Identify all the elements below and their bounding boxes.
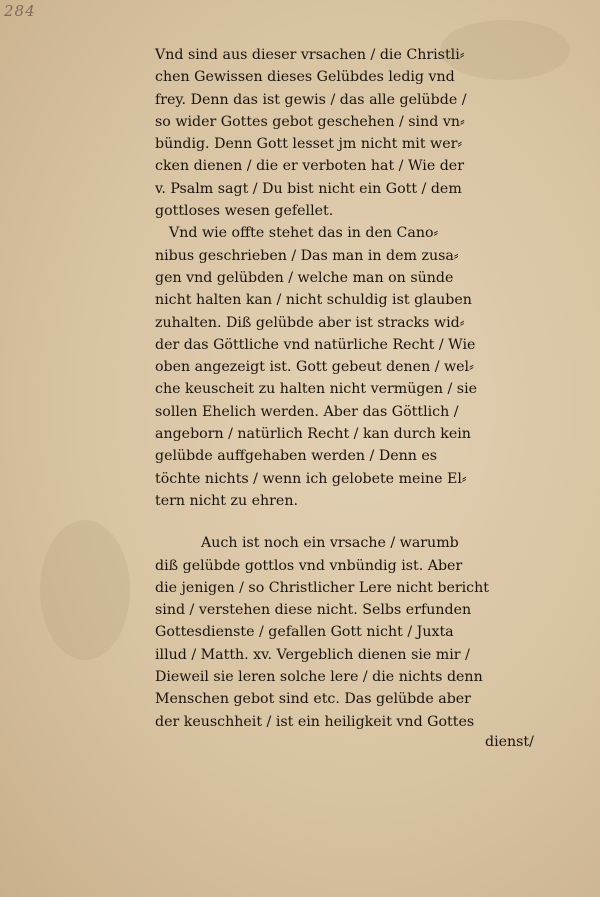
text-line: angeborn / natürlich Recht / kan durch kein — [155, 426, 471, 443]
text-line: Vnd sind aus dieser vrsachen / die Christli⸗ — [155, 47, 465, 63]
text-line: bündig. Denn Gott lesset jm nicht mit wer⸗ — [155, 136, 463, 153]
paragraph-2 — [155, 222, 575, 512]
text-line: Menschen gebot sind etc. Das gelübde aber — [155, 691, 471, 708]
text-line: die jenigen / so Christlicher Lere nicht bericht — [155, 579, 489, 596]
paragraph-gap — [155, 512, 575, 532]
text-line: oben angezeigt ist. Gott gebeut denen / wel⸗ — [155, 359, 474, 376]
text-line: Vnd wie offte stehet das in den Cano⸗ — [169, 225, 439, 242]
text-line: der keuschheit / ist ein heiligkeit vnd Gottes — [155, 713, 475, 730]
text-line: tern nicht zu ehren. — [155, 492, 298, 509]
text-line: che keuscheit zu halten nicht vermügen / sie — [155, 381, 478, 398]
text-line: diß gelübde gottlos vnd vnbündig ist. Aber — [155, 557, 463, 574]
text-line: gen vnd gelübden / welche man on sünde — [155, 269, 454, 286]
text-line: chen Gewissen dieses Gelübdes ledig vnd — [155, 69, 455, 86]
text-line: Gottesdienste / gefallen Gott nicht / Juxta — [155, 624, 454, 641]
paper-stain — [40, 520, 130, 660]
text-line: cken dienen / die er verboten hat / Wie der — [155, 158, 464, 175]
text-line: nibus geschrieben / Das man in dem zusa⸗ — [155, 247, 459, 264]
text-line: so wider Gottes gebot geschehen / sind vn⸗ — [155, 113, 465, 130]
text-line: Auch ist noch ein vrsache / warumb — [201, 535, 459, 552]
text-line: der das Göttliche vnd natürliche Recht / Wie — [155, 336, 476, 353]
text-line: töchte nichts / wenn ich gelobete meine El⸗ — [155, 470, 467, 487]
paragraph-3 — [155, 532, 575, 733]
text-line: frey. Denn das ist gewis / das alle gelübde / — [155, 91, 467, 108]
text-line: zuhalten. Diß gelübde aber ist stracks wid⸗ — [155, 314, 465, 331]
text-line: illud / Matth. xv. Vergeblich dienen sie mir / — [155, 646, 470, 663]
catchword: dienst/ — [485, 734, 534, 750]
text-line: Dieweil sie leren solche lere / die nichts denn — [155, 669, 483, 686]
page-number: 284 — [4, 2, 36, 20]
text-line: sollen Ehelich werden. Aber das Göttlich / — [155, 403, 459, 420]
text-line: v. Psalm sagt / Du bist nicht ein Gott / dem — [155, 180, 462, 197]
text-line: gottloses wesen gefellet. — [155, 203, 334, 220]
body-text — [155, 44, 575, 733]
text-line: sind / verstehen diese nicht. Selbs erfunden — [155, 602, 472, 619]
paragraph-1 — [155, 44, 575, 222]
text-line: gelübde auffgehaben werden / Denn es — [155, 448, 438, 465]
text-line: nicht halten kan / nicht schuldig ist glauben — [155, 292, 472, 309]
